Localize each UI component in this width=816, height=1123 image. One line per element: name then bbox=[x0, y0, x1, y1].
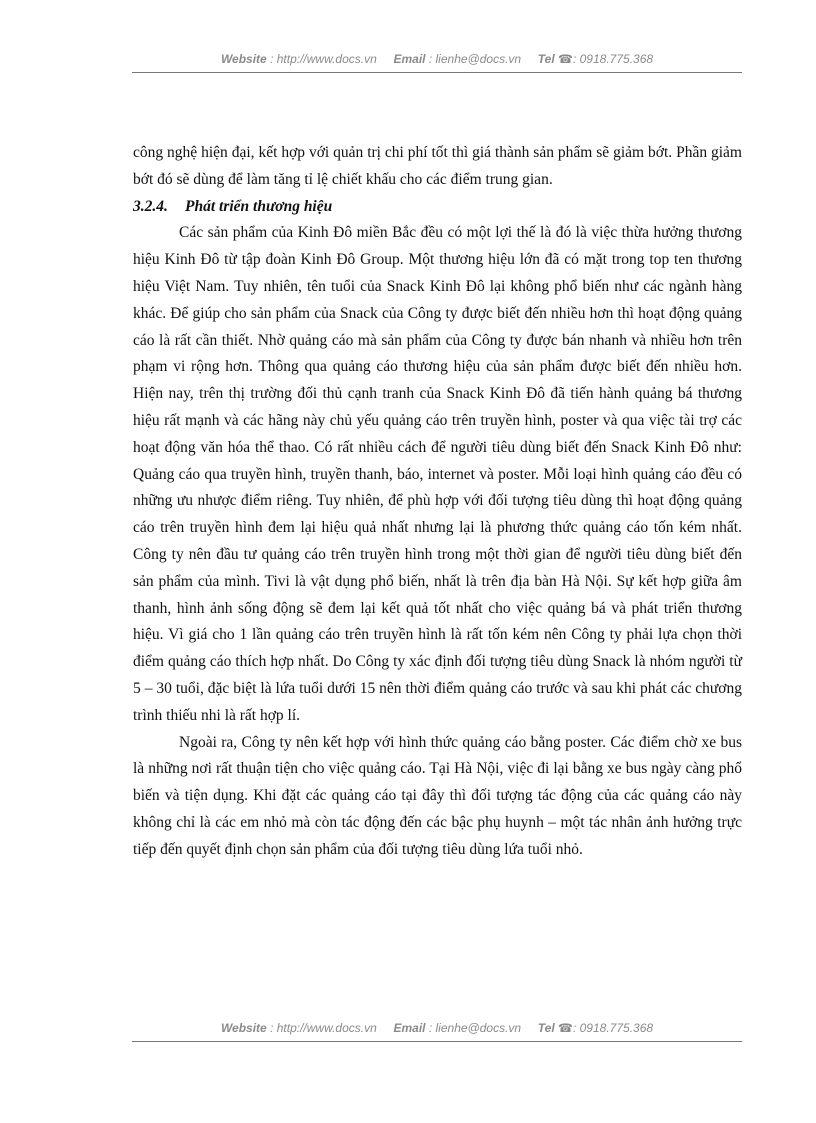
paragraph-1: công nghệ hiện đại, kết hợp với quản trị chi phí tốt thì giá thành sản phẩm sẽ giảm bớt. Phần giảm bớt đó sẽ dùng để làm tăng tỉ lệ chiết khấu cho các điểm trung gian. bbox=[133, 144, 742, 188]
header-tel-value: : 0918.775.368 bbox=[572, 52, 654, 66]
footer-website-link[interactable]: : http://www.docs.vn bbox=[270, 1021, 377, 1035]
page-header bbox=[132, 52, 742, 66]
footer-email-label: Email bbox=[393, 1021, 426, 1035]
paragraph-2: Các sản phẩm của Kinh Đô miền Bắc đều có một lợi thế là đó là việc thừa hưởng thương hiệu Kinh Đô từ tập đoàn Kinh Đô Group. Một thương hiệu lớn đã có mặt trong top ten thương hiệu Việt Nam. Tuy nhiên, tên tuổi của Snack Kinh Đô lại không phổ biến như các ngành hàng khác. Để giúp cho sản phẩm của Snack của Công ty được biết đến nhiều hơn thì hoạt động quảng cáo là rất cần thiết. Nhờ quảng cáo mà sản phẩm của Công ty được bán nhanh và nhiều hơn trên phạm vi rộng hơn. Thông qua quảng cáo thương hiệu của sản phẩm được biết đến nhiều hơn. Hiện nay, trên thị trường đối thủ cạnh tranh của Snack Kinh Đô đã tiến hành quảng bá thương hiệu rất mạnh và các hãng này chủ yếu quảng cáo trên truyền hình, poster và qua việc tài trợ các hoạt động văn hóa thể thao. Có rất nhiều cách để người tiêu dùng biết đến Snack Kinh Đô như: Quảng cáo qua truyền hình, truyền thanh, báo, internet và poster. Mỗi loại hình quảng cáo đều có những ưu nhược điểm riêng. Tuy nhiên, để phù hợp với đối tượng tiêu dùng thì hoạt động quảng cáo trên truyền hình đem lại hiệu quả nhất nhưng lại là phương thức quảng cáo tốn kém nhất. Công ty nên đầu tư quảng cáo trên truyền hình trong một thời gian để người tiêu dùng biết đến sản phẩm của mình. Tivi là vật dụng phổ biến, nhất là trên địa bàn Hà Nội. Sự kết hợp giữa âm thanh, hình ảnh sống động sẽ đem lại kết quả tốt nhất cho việc quảng bá và phát triển thương hiệu. Vì giá cho 1 lần quảng cáo trên truyền hình là rất tốn kém nên Công ty phải lựa chọn thời điểm quảng cáo thích hợp nhất. Do Công ty xác định đối tượng tiêu dùng Snack là nhóm người từ 5 – 30 tuổi, đặc biệt là lứa tuổi dưới 15 nên thời điểm quảng cáo trước và sau khi phát các chương trình thiếu nhi là rất hợp lí. bbox=[133, 224, 742, 724]
footer-website-label: Website bbox=[220, 1021, 267, 1035]
phone-icon: ☎ bbox=[558, 52, 573, 66]
phone-icon: ☎ bbox=[558, 1021, 573, 1035]
footer-tel-value: : 0918.775.368 bbox=[572, 1021, 654, 1035]
header-website-link[interactable]: : http://www.docs.vn bbox=[270, 52, 377, 66]
header-tel-label: Tel bbox=[537, 52, 555, 66]
footer-tel-label: Tel bbox=[537, 1021, 555, 1035]
header-email-label: Email bbox=[393, 52, 426, 66]
header-website-label: Website bbox=[220, 52, 267, 66]
header-email-link[interactable]: : lienhe@docs.vn bbox=[428, 52, 522, 66]
header-divider bbox=[132, 72, 742, 73]
document-body bbox=[133, 140, 742, 864]
paragraph-3: Ngoài ra, Công ty nên kết hợp với hình thức quảng cáo bằng poster. Các điểm chờ xe bus là những nơi rất thuận tiện cho việc quảng cáo. Tại Hà Nội, việc đi lại bằng xe bus ngày càng phổ biến và tiện dụng. Khi đặt các quảng cáo tại đây thì đối tượng tác động của các quảng cáo này không chỉ là các em nhỏ mà còn tác động đến các bậc phụ huynh – một tác nhân ảnh hưởng trực tiếp đến quyết định chọn sản phẩm của đối tượng tiêu dùng lứa tuổi nhỏ. bbox=[133, 733, 742, 858]
footer-divider bbox=[132, 1041, 742, 1042]
page-footer bbox=[132, 1021, 742, 1035]
section-heading-title: Phát triển thương hiệu bbox=[185, 197, 333, 215]
footer-email-link[interactable]: : lienhe@docs.vn bbox=[428, 1021, 522, 1035]
section-heading bbox=[133, 194, 742, 221]
section-heading-number: 3.2.4. bbox=[133, 197, 168, 215]
